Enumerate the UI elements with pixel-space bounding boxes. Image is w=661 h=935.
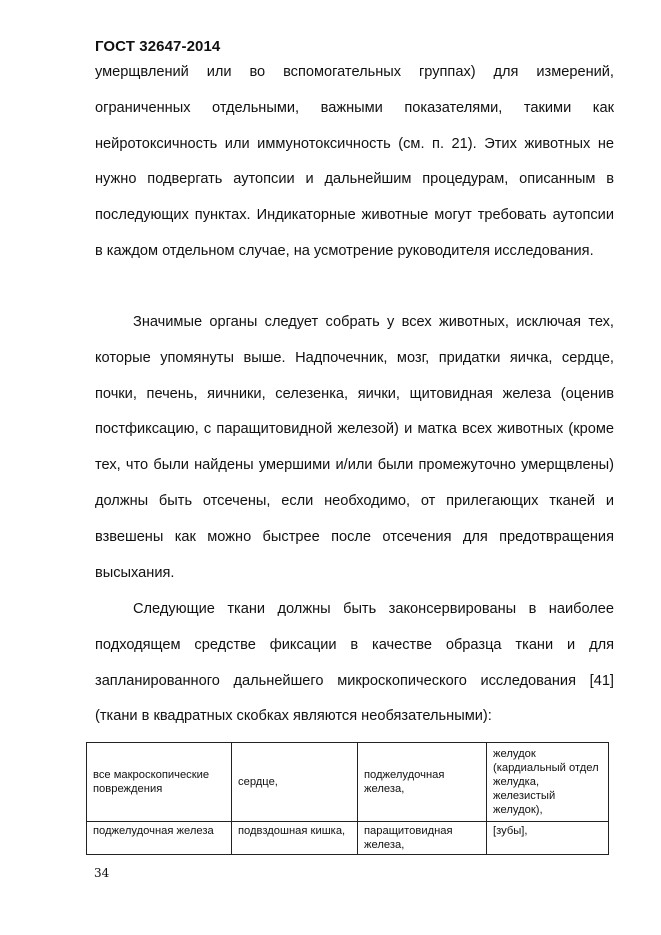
table-cell: сердце, bbox=[232, 743, 358, 822]
paragraph-organs-collection: Значимые органы следует собрать у всех животных, исключая тех, которые упомянуты выше. Надпочечник, мозг, придатки яичка, сердце, почки, печень, яичники, селезенка, яички, щитовидная железа (оценив постфиксацию, с паращитовидной железой) и матка всех животных (кроме тех, что были найдены умершими и/или были промежуточно умерщвлены) должны быть отсечены, если необходимо, от прилегающих тканей и взвешены как можно быстрее после отсечения для предотвращения высыхания. bbox=[95, 314, 614, 581]
table-cell: поджелудочная железа bbox=[87, 822, 232, 855]
table-cell: подвздошная кишка, bbox=[232, 822, 358, 855]
table-row bbox=[87, 743, 609, 822]
table-cell: паращитовидная железа, bbox=[358, 822, 487, 855]
table-cell: желудок (кардиальный отдел желудка, железистый желудок), bbox=[487, 743, 609, 822]
table-row bbox=[87, 822, 609, 855]
table-cell: поджелудочная железа, bbox=[358, 743, 487, 822]
page-number: 34 bbox=[94, 866, 110, 880]
tissue-table bbox=[86, 742, 609, 855]
table-cell: [зубы], bbox=[487, 822, 609, 855]
paragraph-continuation: умерщвлений или во вспомогательных группах) для измерений, ограниченных отдельными, важными показателями, такими как нейротоксичность или иммунотоксичность (см. п. 21). Этих животных не нужно подвергать аутопсии и дальнейшим процедурам, описанным в последующих пунктах. Индикаторные животные могут требовать аутопсии в каждом отдельном случае, на усмотрение руководителя исследования. bbox=[95, 64, 614, 259]
table-cell: все макроскопические повреждения bbox=[87, 743, 232, 822]
document-header: ГОСТ 32647-2014 bbox=[95, 38, 221, 55]
paragraph-tissue-preservation: Следующие ткани должны быть законсервированы в наиболее подходящем средстве фиксации в качестве образца ткани и для запланированного дальнейшего микроскопического исследования [41] (ткани в квадратных скобках являются необязательными): bbox=[95, 601, 614, 725]
